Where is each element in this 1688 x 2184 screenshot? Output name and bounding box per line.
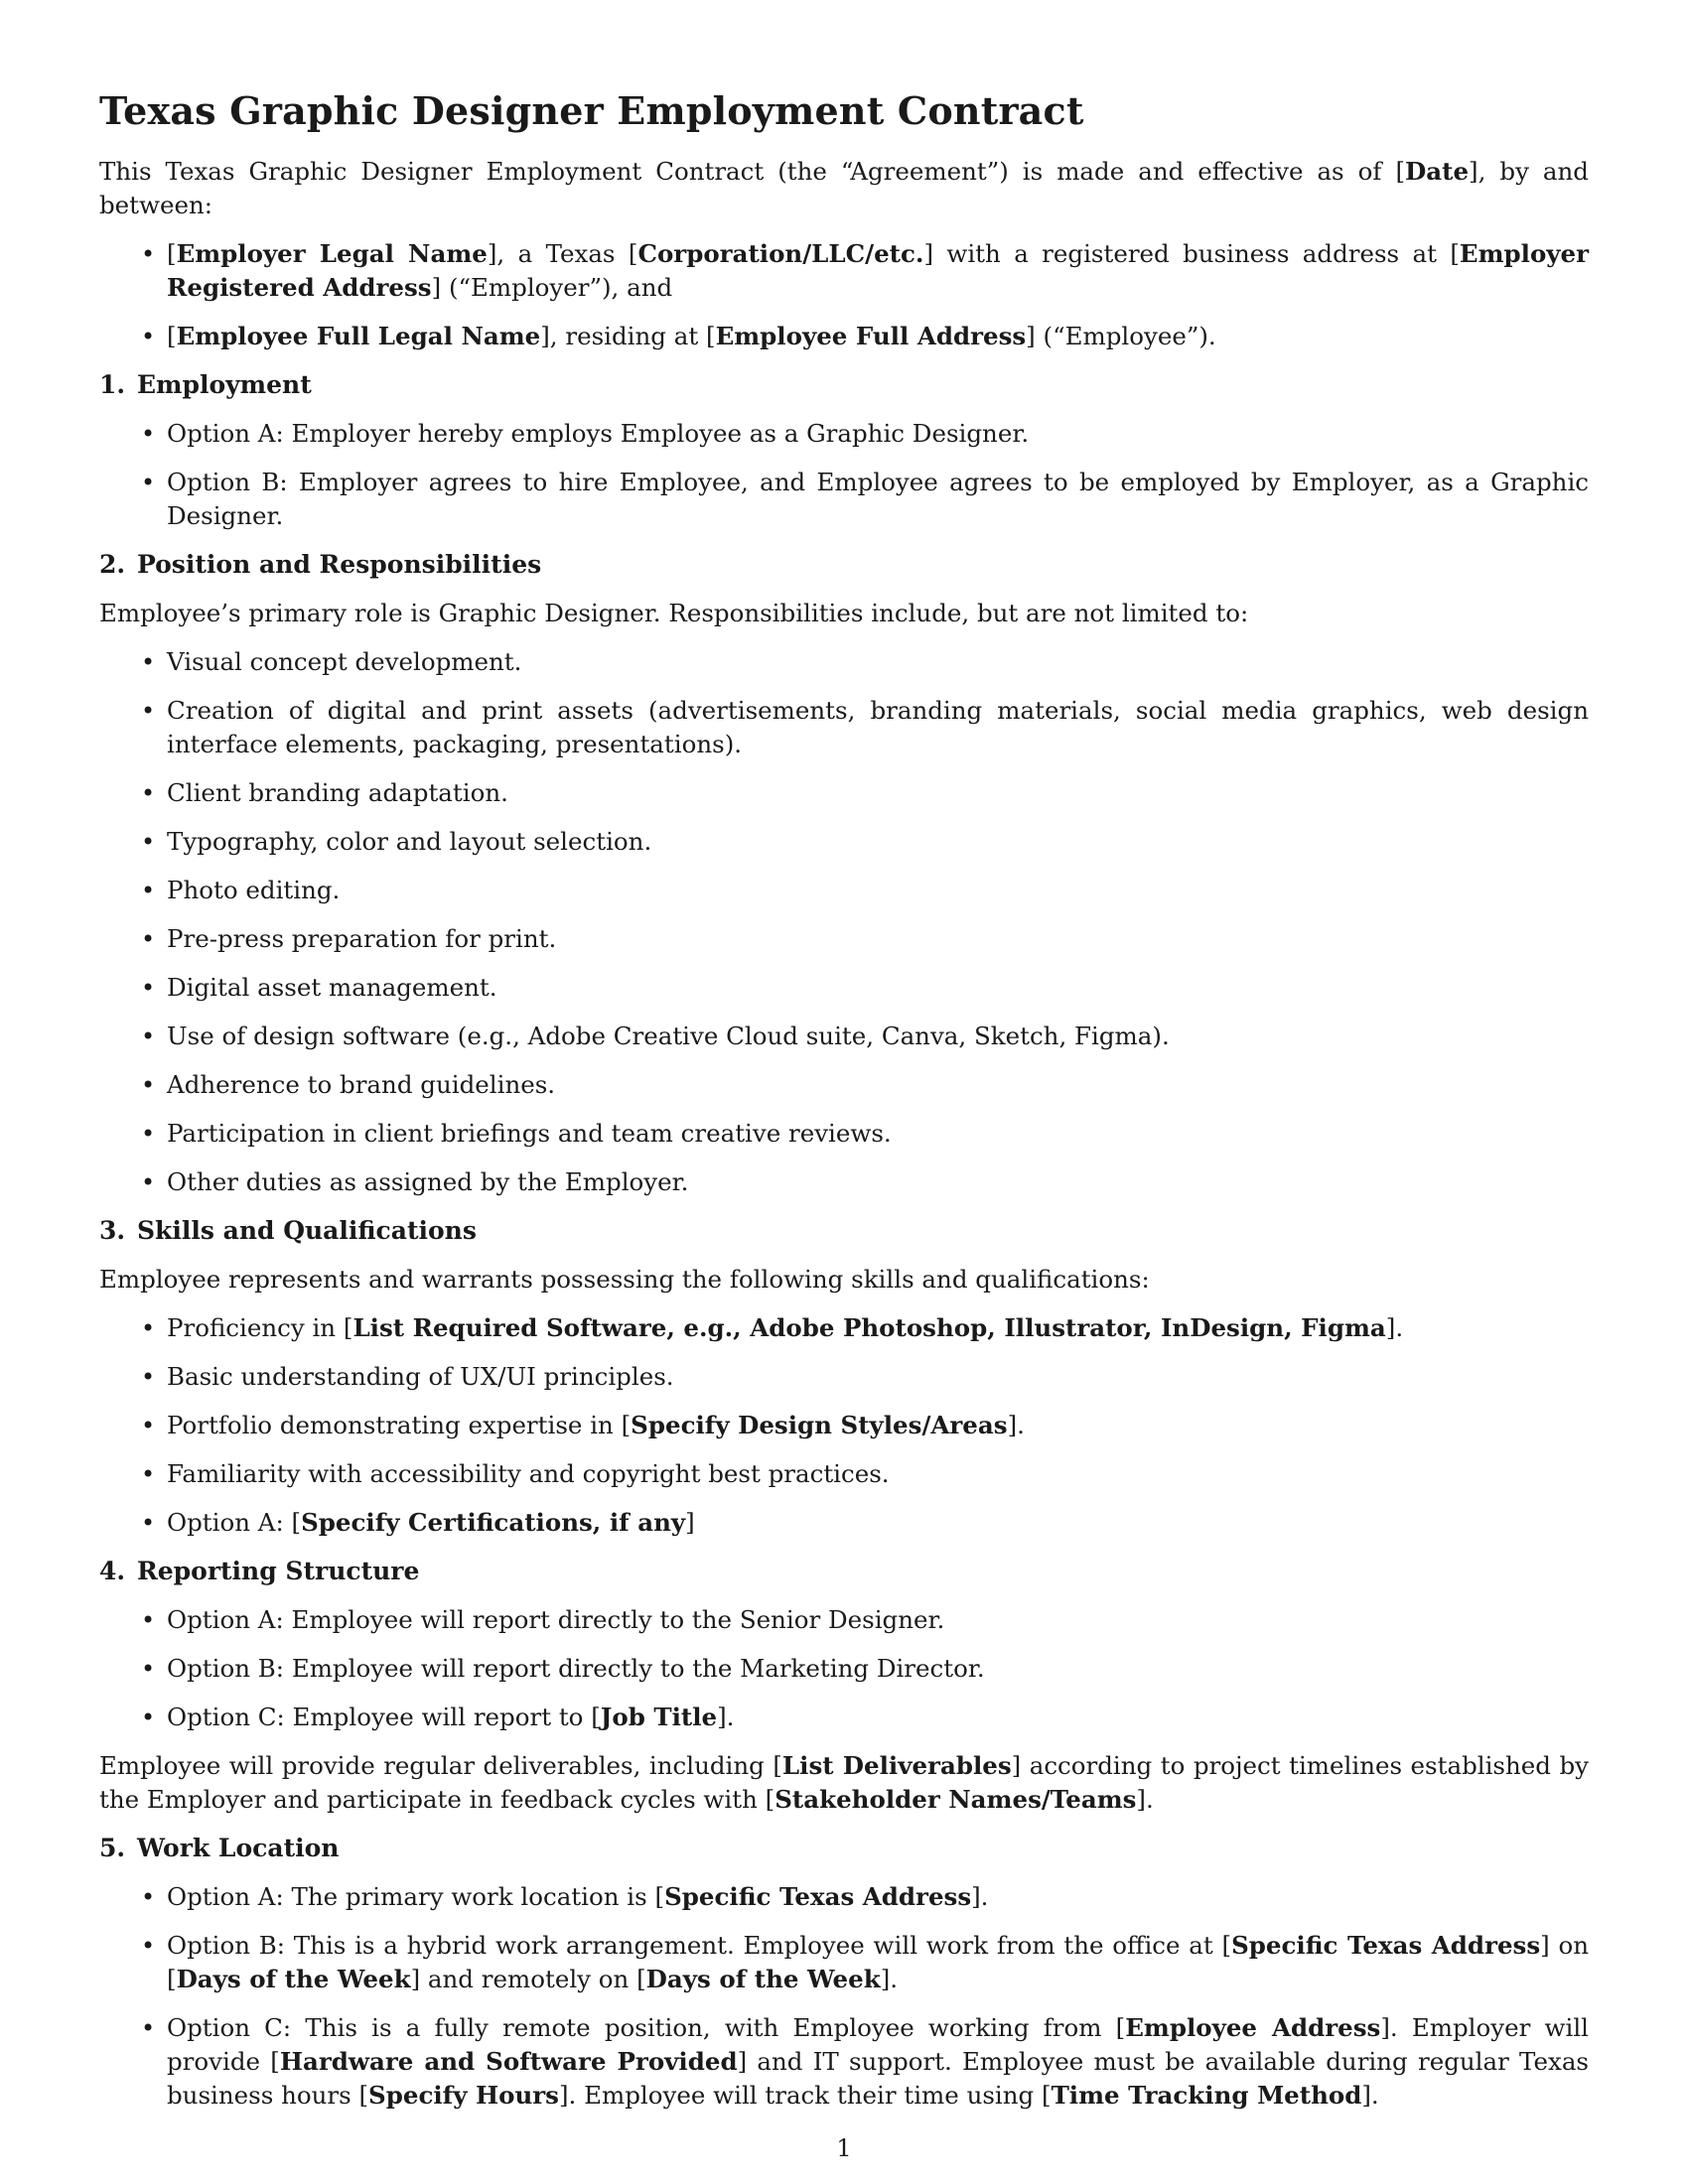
list-item: • Client branding adaptation. [99, 776, 1589, 810]
section-list [99, 645, 1589, 1199]
section-list [99, 1311, 1589, 1540]
list-item: • Option B: This is a hybrid work arrangement. Employee will work from the office at [Specific Texas Address] on [Days of the Week] and remotely on [Days of the Week]. [99, 1929, 1589, 1996]
section-heading [99, 1555, 1589, 1588]
list-item: • Option A: Employee will report directly to the Senior Designer. [99, 1603, 1589, 1637]
section [99, 1555, 1589, 1817]
list-item: • Option A: Employer hereby employs Employee as a Graphic Designer. [99, 417, 1589, 451]
placeholder-field: Employer Registered Address [167, 239, 1590, 302]
section-number: 1. [99, 370, 126, 399]
parties-list [99, 237, 1589, 353]
section-paragraph: Employee will provide regular deliverables, including [List Deliverables] according to project timelines established by the Employer and participate in feedback cycles with [Stakeholder Names/Teams]. [99, 1751, 1589, 1814]
section-title: Work Location [137, 1834, 340, 1862]
placeholder-field: Employee Full Legal Name [176, 322, 541, 350]
section-title: Position and Responsibilities [137, 550, 542, 579]
list-item: • Adherence to brand guidelines. [99, 1068, 1589, 1102]
placeholder-field: Employer Legal Name [176, 239, 488, 268]
placeholder-field: Corporation/LLC/etc. [637, 239, 924, 268]
placeholder-field: List Required Software, e.g., Adobe Photoshop, Illustrator, InDesign, Figma [352, 1313, 1386, 1342]
section [99, 1214, 1589, 1540]
placeholder-field: Specific Texas Address [664, 1882, 972, 1911]
document-title: Texas Graphic Designer Employment Contract [99, 88, 1084, 133]
list-item: • Option B: Employee will report directly to the Marketing Director. [99, 1652, 1589, 1686]
section-number: 4. [99, 1557, 126, 1585]
list-item: • Option A: The primary work location is [Specific Texas Address]. [99, 1880, 1589, 1914]
list-item: • Photo editing. [99, 874, 1589, 907]
section-title: Employment [137, 370, 312, 399]
list-item: • Creation of digital and print assets (advertisements, branding materials, social media graphics, web design interface elements, packaging, presentations). [99, 694, 1589, 761]
section-paragraph: Employee represents and warrants possessing the following skills and qualifications: [99, 1265, 1150, 1294]
intro-paragraph: This Texas Graphic Designer Employment Contract (the “Agreement”) is made and effective as of [Date], by and between: [99, 157, 1589, 219]
placeholder-field: Specify Design Styles/Areas [631, 1411, 1008, 1439]
list-item: • Basic understanding of UX/UI principles. [99, 1360, 1589, 1394]
list-item: • Participation in client briefings and team creative reviews. [99, 1117, 1589, 1151]
party-item: • [Employer Legal Name], a Texas [Corporation/LLC/etc.] with a registered business address at [Employer Registered Address] (“Employer”), and [99, 237, 1589, 305]
page-number: 1 [836, 2134, 852, 2162]
section-list [99, 1603, 1589, 1734]
section-number: 3. [99, 1216, 126, 1245]
section-number: 5. [99, 1834, 126, 1862]
document-page [99, 87, 1589, 2127]
list-item: • Visual concept development. [99, 645, 1589, 679]
list-item: • Proficiency in [List Required Software, e.g., Adobe Photoshop, Illustrator, InDesign, Figma]. [99, 1311, 1589, 1345]
list-item: • Option C: Employee will report to [Job Title]. [99, 1701, 1589, 1734]
section-paragraph: Employee’s primary role is Graphic Designer. Responsibilities include, but are not limited to: [99, 599, 1249, 627]
section-list [99, 417, 1589, 533]
section-title: Skills and Qualifications [137, 1216, 477, 1245]
section-heading [99, 1832, 1589, 1865]
list-item: • Pre-press preparation for print. [99, 922, 1589, 956]
placeholder-field: Stakeholder Names/Teams [774, 1785, 1137, 1814]
list-item: • Other duties as assigned by the Employer. [99, 1165, 1589, 1199]
placeholder-field: Specify Certifications, if any [301, 1508, 686, 1537]
placeholder-field: Date [1405, 157, 1470, 186]
placeholder-field: Time Tracking Method [1051, 2081, 1362, 2110]
list-item: • Option B: Employer agrees to hire Employee, and Employee agrees to be employed by Employer, as a Graphic Designer. [99, 466, 1589, 533]
list-item: • Portfolio demonstrating expertise in [Specify Design Styles/Areas]. [99, 1409, 1589, 1442]
list-item: • Familiarity with accessibility and copyright best practices. [99, 1457, 1589, 1491]
sections [99, 368, 1589, 2113]
placeholder-field: Specify Hours [368, 2081, 559, 2110]
placeholder-field: Days of the Week [645, 1965, 881, 1993]
placeholder-field: Hardware and Software Provided [279, 2047, 738, 2076]
section [99, 548, 1589, 1199]
list-item: • Digital asset management. [99, 971, 1589, 1005]
section-title: Reporting Structure [137, 1557, 420, 1585]
section-list [99, 1880, 1589, 2113]
section [99, 1832, 1589, 2113]
list-item: • Option A: [Specify Certifications, if any] [99, 1506, 1589, 1540]
section-number: 2. [99, 550, 126, 579]
party-item: • [Employee Full Legal Name], residing at [Employee Full Address] (“Employee”). [99, 320, 1589, 353]
placeholder-field: List Deliverables [781, 1751, 1012, 1780]
list-item: • Typography, color and layout selection. [99, 825, 1589, 859]
section-heading [99, 548, 1589, 582]
placeholder-field: Days of the Week [176, 1965, 411, 1993]
placeholder-field: Employee Address [1125, 2013, 1381, 2042]
list-item: • Option C: This is a fully remote position, with Employee working from [Employee Address]. Employer will provide [Hardware and Software Provided] and IT support. Employee must be available during regular Texas business hours [Specify Hours]. Employee will track their time using [Time Tracking Method]. [99, 2011, 1589, 2113]
section [99, 368, 1589, 533]
placeholder-field: Specific Texas Address [1231, 1931, 1541, 1960]
placeholder-field: Job Title [600, 1703, 718, 1731]
placeholder-field: Employee Full Address [715, 322, 1027, 350]
section-heading [99, 368, 1589, 402]
list-item: • Use of design software (e.g., Adobe Creative Cloud suite, Canva, Sketch, Figma). [99, 1020, 1589, 1053]
section-heading [99, 1214, 1589, 1248]
